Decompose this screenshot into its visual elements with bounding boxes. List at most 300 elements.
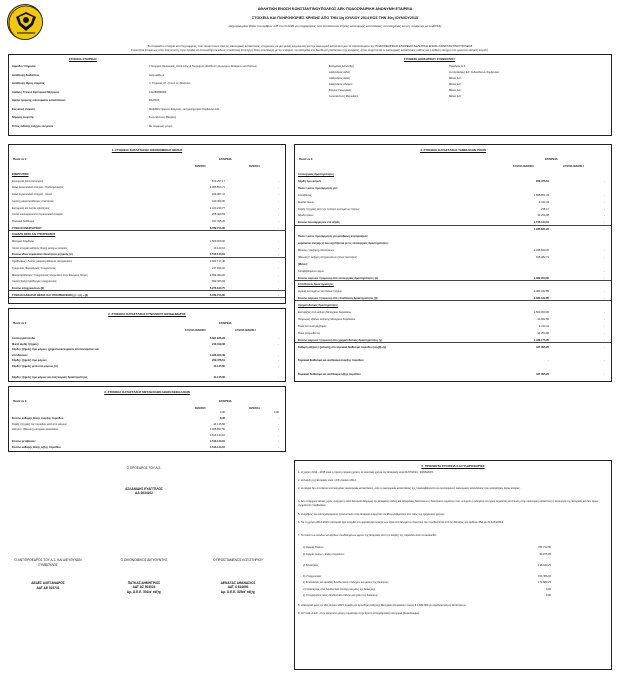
row-value-prior: -	[278, 286, 279, 290]
row-value-current: 437.095,26	[212, 219, 225, 223]
table-row	[295, 332, 611, 336]
company-info-title: ΣΤΟΙΧΕΙΑ ΕΤΑΙΡΕΙΑΣ	[69, 57, 97, 61]
row-value-prior: -	[278, 193, 279, 197]
row-value-current: 240.199,06	[212, 342, 225, 346]
row-value-current: 1.513.143,10	[209, 253, 225, 257]
row-label: Μετοχικό Κεφάλαιο	[12, 240, 34, 243]
row-value-current: 33.254,08	[537, 214, 549, 218]
row-value-prior: -	[278, 213, 279, 217]
table-row	[9, 260, 285, 264]
table-row	[295, 194, 611, 198]
row-label: Σύνολο μεταβολών	[12, 440, 36, 443]
row-label: Πλέον / μείον προσαρμογές για:	[298, 186, 338, 190]
row-label: ΣΥΝΟΛΟ ΚΑΘΑΡΗΣ ΘΕΣΗΣ ΚΑΙ ΥΠΟΧΡΕΩΣΕΩΝ (γ) = (α) + (β)	[12, 293, 89, 297]
row-label: Μικτά κέρδη / (ζημιές)	[12, 342, 39, 346]
row-label: Μείωση / (αύξηση) απαιτήσεων	[298, 248, 335, 252]
row-value-current: 44.145,60	[213, 422, 225, 426]
table-row	[295, 187, 611, 191]
row-label: Ταμειακά διαθέσιμα	[12, 219, 35, 223]
row-label: Σύνολο εισροών / (εκροών) από επενδυτικές δραστηριότητες (β)	[298, 297, 378, 301]
row-label: επενδύσεων	[12, 353, 28, 357]
row-label: Σύνολο εισροών / (εκροών) από χρηματοδοτικές δραστηριότητες (γ)	[298, 338, 383, 342]
row-value-current: 13.143,10	[213, 246, 225, 250]
fin-reg: Αρ. Ο.Ε.Ε. 501/α' τάξης	[126, 589, 162, 594]
section-title: 4. ΣΤΟΙΧΕΙΑ ΚΑΤΑΣΤΑΣΗΣ ΤΑΜΕΙΑΚΩΝ ΡΟΩΝ	[420, 148, 486, 152]
row-value-prior: -	[278, 359, 279, 363]
row-value-prior: -	[278, 199, 279, 203]
company-info-label: Διεύθυνση έδρας εταιρείας	[12, 82, 45, 85]
row-value-prior: -	[278, 206, 279, 210]
row-label: Μακροπρόθεσμες Υποχρεώσεις πληρωτέες στην Επόμενη Χρήση	[12, 273, 88, 277]
row-label: Προβλέψεις / Λοιπές μακροπρόθεσμες υποχρεώσεις	[12, 260, 73, 264]
row-label: Πληρωμές εξόδων αύξησης Μετοχικού Κεφαλαίου	[298, 317, 356, 321]
row-label: Κέρδη / (ζημιές) από την πώληση ενσώματων παγίων	[298, 207, 360, 211]
row-value-current: 247.846,32	[212, 266, 225, 270]
row-label: (Μείον):	[298, 262, 308, 266]
table-row	[295, 214, 611, 218]
row-value-prior: -	[278, 179, 279, 183]
row-value-prior: -	[604, 228, 605, 232]
row-value-current: -2.383.342,85	[532, 297, 549, 301]
row-value-current: -33.254,08	[536, 331, 549, 335]
chair-signature	[84, 466, 204, 496]
board-row	[329, 65, 609, 69]
table-row	[9, 274, 285, 278]
board-member-role: Μέλος Δ.Σ.	[449, 89, 462, 92]
table-row	[9, 359, 285, 363]
row-value-prior: -	[278, 186, 279, 190]
row-label: Πλέον / μείον προσαρμογές για μεταβολές λογαριασμών	[298, 235, 368, 239]
currency-label: Ποσά σε €	[13, 321, 27, 325]
row-value-current: 1.935.821,22	[533, 228, 549, 232]
row-value-current: 209.376,61	[536, 179, 549, 183]
company-info-value: www.aekfc.gr	[149, 73, 165, 77]
fin-name: ΠΑΤΚΑΣ ΔΗΜΗΤΡΙΟΣ	[127, 580, 161, 585]
row-value-prior: -	[278, 428, 279, 432]
row-value-current: 1.895.951,33	[533, 193, 549, 197]
row-label: Κέρδη / (ζημιές) προ φόρων, χρηματοοικονομικών αποτελεσμάτων και	[12, 348, 99, 352]
row-label: Ταμειακά διαθέσιμα και ισοδύναμα λήξης περιόδου	[298, 373, 361, 377]
row-value-current: 1.438.175,05	[533, 338, 549, 342]
row-label: (Μείωση) / αύξηση υποχρεώσεων (πλην τραπεζών)	[298, 255, 358, 259]
row-value-prior: -	[604, 193, 605, 197]
table-row	[295, 290, 611, 294]
note-paragraph: 6. Για τη χρήση 2014-2015 η Εταιρεία έχει υπαχθεί στο φορολογικό έλεγχο των Ορκωτών Ελεγκτών Λογιστών που προβλέπεται από τις διατάξεις του άρθρου 65Α του Ν.4174/2013.	[298, 521, 504, 524]
column-header-current: 30/6/2015	[195, 165, 206, 168]
table-row	[9, 227, 285, 231]
row-label: Λοιπές βραχυπρόθεσμες υποχρεώσεις	[12, 280, 57, 284]
entity-label: ΕΤΑΙΡΕΙΑ	[545, 157, 558, 161]
board-title: ΣΥΝΘΕΣΗ ΔΙΟΙΚΗΤΙΚΟΥ ΣΥΜΒΟΥΛΙΟΥ	[404, 57, 456, 61]
currency-label: Ποσά σε €	[299, 157, 313, 161]
row-label: Αύξηση / (Μείωση) μετοχικού κεφαλαίου	[12, 428, 58, 432]
row-value-current: 6.667.936,29	[209, 337, 225, 340]
company-title: ΑΘΛΗΤΙΚΗ ΕΝΩΣΗ ΚΩΝΣΤΑΝΤΙΝΟΥΠΟΛΕΩΣ ΑΕΚ ΠΟΔΟΣΦΑΙΡΙΚΗ ΑΝΩΝΥΜΗ ΕΤΑΙΡΕΙΑ	[257, 7, 413, 11]
company-info-value: Υπουργείο Οικονομίας, Ανάπτυξης & Τουρισμού, Διεύθυνση Ανωνύμων Εταιρειών και Πίστεως	[149, 65, 257, 68]
row-label: Κέρδη / (ζημιές) προ φόρων και αναγνώριση δραστηριότητες	[12, 376, 88, 380]
row-label: Έξοδα τόκων	[298, 214, 314, 218]
column-header-current: 1/7/2014-30/6/2015	[185, 329, 206, 332]
table-row	[9, 371, 285, 375]
fin-title: Ο ΟΙΚΟΝΟΜΙΚΟΣ ΔΙΕΥΘΥΝΤΗΣ	[120, 558, 168, 562]
table-row	[295, 311, 611, 315]
row-label: Άυλα περιουσιακά στοιχεία - Λοιπά	[12, 193, 53, 197]
table-row	[295, 263, 611, 267]
header	[4, 2, 616, 40]
row-value-current: -31.962,50	[536, 317, 549, 321]
company-info-label: Αριθμός Γενικού Εμπορικού Μητρώου	[12, 90, 60, 94]
related-party-label: α) Αγορές Παγίων	[303, 546, 324, 549]
row-label: Εισπράξεις από αύξηση Μετοχικού Κεφαλαίου	[298, 311, 351, 314]
company-info-box	[8, 54, 612, 136]
notice-line-2: Συνιστάται επομένως στον αναγνώστη, πριν προβεί σε οποιουδήποτε είδους επενδυτική επιλογή ή άλλη συναλλαγή με την εταιρεία, να ανατρέξει στη διεύθυνση διαδικτύου της εταιρείας, όπου αναρτώνται οι οικονομικές καταστάσεις καθώς και η έκθεση ελέγχου του ορκωτού ελεγκτή λογιστή.	[131, 48, 489, 52]
row-label: Σύνολο προσαρμογών στα κέρδη	[298, 221, 340, 225]
row-value-current: 6.789.753,95	[209, 226, 225, 230]
column-header-current: 1/7/2014-30/6/2015	[513, 165, 534, 168]
table-row	[9, 354, 285, 358]
row-value-prior: -	[278, 422, 279, 426]
table-row	[295, 325, 611, 329]
table-row	[295, 235, 611, 239]
row-label: Λειτουργικά έσοδα	[12, 337, 36, 340]
company-info-row	[9, 125, 309, 129]
related-party-value: 151.456,32	[538, 574, 551, 578]
related-party-label: ζ) Υποχρεώσεις προς διευθυντικά στελέχη και μέλη της διοίκησης	[303, 594, 378, 597]
row-value-current: 5.276.610,75	[209, 286, 225, 290]
related-party-value: 171.689,23	[538, 581, 551, 584]
row-value-current: 268.309,53	[212, 213, 225, 217]
row-label: Λοιπά κυκλοφορούντα περιουσιακά στοιχεία	[12, 213, 63, 217]
row-value-prior: -	[278, 434, 279, 438]
table-row	[295, 256, 611, 260]
table-row	[295, 373, 611, 377]
note-paragraph: 9. Η Π.Α.Ε. Α.Ε.Κ. στην τρέχουσα χρήση συμμετείχε στην πρώτη επαγγελματική κατηγορία (Superleague).	[298, 611, 420, 615]
table-row	[9, 434, 285, 438]
section-additional-info	[294, 460, 612, 670]
row-value-prior: -	[604, 276, 605, 280]
row-value-prior: -	[604, 373, 605, 377]
company-info-row	[9, 91, 309, 95]
column-header-prior: 1/7/2013-30/6/2014	[563, 165, 584, 168]
row-value-current: 100.300,00	[212, 199, 225, 203]
board-row	[329, 71, 609, 75]
row-value-prior: -	[278, 337, 279, 340]
board-row	[329, 77, 609, 81]
related-party-value: 90.975,05	[539, 552, 551, 556]
row-value-current: -235,17	[540, 207, 549, 211]
column-header-prior: 30/6/2014	[249, 165, 260, 168]
acc-reg: Αρ. Ο.Ε.Ε. 525/α' τάξης	[220, 589, 256, 594]
table-row	[295, 249, 611, 253]
row-value-prior: -	[604, 248, 605, 252]
company-info-row	[9, 116, 309, 120]
row-value-current: 673.297,17	[212, 179, 225, 183]
row-value-prior: -	[278, 376, 279, 380]
table-row	[295, 201, 611, 205]
row-value-current: 1.513.143,10	[209, 445, 225, 449]
row-value-current: 209.376,61	[212, 359, 225, 363]
table-row	[9, 287, 285, 291]
row-label: Λειτουργικές δραστηριότητες	[298, 173, 334, 176]
row-label: Επενδυτικές δραστηριότητες	[298, 283, 334, 287]
company-info-value: 131280680000	[149, 90, 167, 94]
board-row	[329, 83, 609, 87]
table-row	[9, 423, 285, 427]
row-value-prior: -	[278, 226, 279, 230]
note-paragraph: 8. Η Εταιρεία μετά την 30η Ιουνίου 2015 προέβη σε προσθήκη Αύξησης Μετοχικού Κεφαλαίου ποσού € 1.803.600 με κεφαλαιοποίηση απαιτήσεων.	[298, 603, 467, 607]
table-row	[9, 173, 285, 177]
table-row	[9, 247, 285, 251]
row-label: Σύνολο υποχρεώσεων (β)	[12, 286, 44, 290]
row-label: ΕΝΕΡΓΗΤΙΚΟ	[12, 173, 29, 176]
chair-id: ΑΔ 3634102	[135, 491, 153, 496]
table-row	[295, 221, 611, 225]
acc-name: ΔΕΝΑΞΑΣ ΑΘΑΝΑΣΙΟΣ	[220, 580, 256, 585]
row-value-current: 1.500.000,00	[209, 240, 225, 243]
column-header-current: 30/6/2015	[195, 407, 206, 410]
table-row	[295, 242, 611, 246]
row-label: Λοιπά στοιχεία καθαρής θέσης μετόχων εταιρίας	[12, 246, 68, 250]
related-party-row	[295, 553, 611, 557]
notice-line-1: Τα παρακάτω στοιχεία και πληροφορίες, που προκύπτουν από τις οικονομικές καταστάσεις, στοχεύουν σε μία γενική ενημέρωση για την οικονομική κατάσταση και τα αποτελέσματα της ΠΟΔΟΣΦΑΙΡΙΚΗΣ ΕΤΑΙΡΕΙΑΣ ΑΘΛΗΤΙΚΗ ΕΝΩΣΗ ΚΩΝΣΤΑΝΤΙΝΟΥΠΟΛΕΩΣ	[147, 44, 473, 48]
entity-label: ΕΤΑΙΡΕΙΑ	[219, 399, 232, 403]
row-label: Λοιπές μακροπρόθεσμες απαιτήσεις	[12, 199, 54, 203]
board-member-role: Αντιπρόεδρος Δ.Σ. & Διευθύνων Σύμβουλος	[449, 71, 500, 74]
company-info-label: Αρμόδια Υπηρεσία	[12, 65, 36, 68]
table-row	[9, 417, 285, 421]
row-value-current: 0,00	[219, 416, 225, 420]
board-member-name: Αλέξανδρος Δεδές	[329, 71, 350, 74]
column-header-prior: 1/7/2013-30/6/2014	[235, 329, 256, 332]
report-subtitle: ΣΤΟΙΧΕΙΑ ΚΑΙ ΠΛΗΡΟΦΟΡΙΕΣ ΧΡΗΣΗΣ ΑΠΟ ΤΗΝ 1Ιη ΙΟΥΛΙΟΥ 2014 ΕΩΣ ΤΗΝ 30η ΙΟΥΝΙΟΥ2015	[251, 16, 419, 20]
row-value-current: 1.468.997,50	[209, 428, 225, 432]
table-row	[9, 294, 285, 298]
notice	[8, 44, 612, 52]
row-value-current: 1.382.263,06	[533, 276, 549, 280]
row-value-current: 1.592.380,20	[209, 273, 225, 277]
table-row	[9, 180, 285, 184]
section-cash-flows	[294, 144, 612, 382]
company-info-label: Διεύθυνση διαδικτύου	[12, 73, 40, 77]
row-label: Κέρδη / (ζημιές) μετά από φόρους (Α)	[12, 365, 58, 368]
table-row	[9, 267, 285, 271]
table-row	[295, 366, 611, 370]
table-row	[9, 440, 285, 444]
company-info-label: Ημ/νία έγκρισης οικονομικών καταστάσεων	[12, 99, 66, 102]
acc-id: ΑΔΤ Χ 614693	[227, 585, 249, 590]
related-party-row	[295, 581, 611, 585]
row-value-prior: -	[278, 353, 279, 357]
table-row	[9, 207, 285, 211]
board-member-role: Πρόεδρος Δ.Σ.	[449, 65, 466, 68]
row-value-prior: -	[278, 440, 279, 443]
table-row	[295, 339, 611, 343]
row-value-current: 1.513.143,10	[209, 440, 225, 443]
row-value-prior: -	[604, 255, 605, 259]
row-value-prior: -	[604, 207, 605, 211]
company-info-label: Ελεγκτική εταιρεία	[12, 107, 35, 111]
row-value-current: 437.095,26	[536, 345, 549, 349]
row-value-prior: -	[604, 290, 605, 294]
table-row	[295, 346, 611, 350]
board-member-name: Ευάγγελος Ασλανίδης	[329, 65, 355, 68]
row-value-current: 832.666,93	[212, 280, 225, 284]
table-row	[295, 283, 611, 287]
row-value-current: 2.432,43	[538, 324, 549, 328]
related-party-row	[295, 546, 611, 550]
related-party-row	[295, 594, 611, 598]
table-row	[9, 213, 285, 217]
entity-label: ΕΤΑΙΡΕΙΑ	[219, 321, 232, 325]
note-paragraph: 3. Η εταιρία δεν συντάσσει ενοποιημένες οικονομικές καταστάσεις, ούτε οι οικονομικές καταστάσεις της περιλαμβάνονται σε ενοποιημένες οικονομικές καταστάσεις που καταρτίζουν άλλες εταιρίες.	[298, 487, 521, 490]
row-value-current: 437.095,26	[536, 373, 549, 377]
related-party-label: β) Αγορές άυλων - λήψη υπηρεσιών	[303, 552, 345, 556]
note-paragraph: 5. Ο αριθμός του απασχολούμενου προσωπικού στην Εταιρεία ανερχόταν σε 95 εργαζόμενους στο τέλος της τρέχουσας χρήσης.	[298, 513, 446, 516]
table-row	[9, 193, 285, 197]
row-label: Σύνολο ιδίων κεφαλαίων ιδιοκτητών μητρικής (α)	[12, 253, 73, 257]
chair-title: Ο ΠΡΟΕΔΡΟΣ ΤΟΥ Δ.Σ.	[126, 466, 162, 470]
related-party-row	[295, 575, 611, 579]
vice-signature	[8, 558, 88, 590]
row-label: Έσοδα τόκων	[298, 200, 314, 204]
section-comprehensive-income	[8, 308, 286, 382]
row-label: ΣΥΝΟΛΟ ΕΝΕΡΓΗΤΙΚΟΥ	[12, 226, 42, 230]
section-title: 1. ΣΤΟΙΧΕΙΑ ΚΑΤΑΣΤΑΣΗΣ ΟΙΚΟΝΟΜΙΚΗΣ ΘΕΣΗΣ	[111, 148, 183, 152]
related-party-value: 0,00	[545, 587, 551, 591]
row-value-current: 4.065.553,71	[209, 186, 225, 190]
row-value-current: 1.100.230,77	[209, 206, 225, 210]
row-value-prior: -	[278, 416, 279, 420]
row-value-prior: -	[278, 293, 279, 297]
row-value-prior: -	[604, 345, 605, 349]
table-row	[295, 297, 611, 301]
table-row	[295, 304, 611, 308]
section-equity-changes	[8, 386, 286, 452]
row-value-prior: -	[278, 240, 279, 243]
row-value-prior: -	[278, 365, 279, 368]
financial-statement-page	[4, 2, 616, 674]
related-party-row	[295, 564, 611, 568]
note-paragraph: 4. Δεν υπάρχουν τέτοιες ρητές ενέχυρα ή κατά διαιτησία διαφορές της Εταιρείας καθώς και αποφάσεις δικαστικών ή διοικητικών οργάνων που να έχουν ή ενδέχεται να έχουν σημαντική επίπτωση στην οικονομική κατάσταση ή λειτουργία της Εταιρείας και δεν έχουν σχηματιστεί προβλέψεις.	[298, 500, 599, 507]
row-label: Ταμειακά διαθέσιμα και ισοδύναμα έναρξης περιόδου	[298, 359, 364, 363]
table-row	[9, 186, 285, 190]
note-paragraph: 1. Η χρήση 2014 - 2015 είναι η πρώτη εταιρική χρήση. Η λογιστική χρήση της Εταιρείας είναι 01/07/2014 - 30/06/2015.	[298, 471, 434, 474]
aek-logo	[7, 4, 43, 40]
company-info-label: Τύπος έκθεσης ελέγχου ελεγκτών	[12, 124, 54, 128]
row-label: Αποσβέσεις	[298, 193, 312, 197]
company-info-row	[9, 108, 309, 112]
row-value-current: 1.726.444,61	[533, 221, 549, 225]
table-row	[295, 352, 611, 356]
row-value-prior: -	[604, 200, 605, 204]
row-label: Σύνολο καθαρής θέσης λήξης περιόδου	[12, 445, 61, 449]
table-row	[295, 208, 611, 212]
row-label: Ενσώματα ακινητοποιήσεις	[12, 179, 44, 183]
row-label: Χρηματοδοτικές δραστηριότητες	[298, 304, 339, 308]
related-party-label: δ) Υποχρεώσεις	[303, 574, 322, 578]
table-row	[295, 318, 611, 322]
table-row	[9, 220, 285, 224]
board-member-name: Αλέξανδρος Δεδές	[329, 77, 350, 80]
row-value-prior: -	[278, 260, 279, 264]
row-value-prior: -	[278, 342, 279, 346]
table-row	[295, 228, 611, 232]
finance-signature	[98, 558, 190, 594]
row-value-prior: -	[278, 253, 279, 257]
board-member-role: Μέλος Δ.Σ.	[449, 77, 462, 80]
company-info-value: Κωνσταντίνος Μαυρέας	[149, 116, 177, 119]
fin-id: ΑΔΤ ΑΖ 503024	[132, 585, 156, 590]
row-value-current: 209.967,41	[212, 193, 225, 197]
row-label: Τόκοι που εισπράχθηκαν	[298, 324, 327, 328]
row-value-current: 44.145,60	[213, 365, 225, 368]
row-value-prior: -	[604, 324, 605, 328]
company-info-value: Με σύμφωνη γνώμη	[149, 124, 173, 128]
board-member-name: Σέργιος Γεωργάκας	[329, 89, 352, 92]
table-row	[295, 180, 611, 184]
row-label: Αγορές ενσώματων και άυλων παγίων	[298, 290, 342, 294]
row-value-prior: -	[604, 269, 605, 273]
company-info-row	[9, 65, 309, 69]
column-header-prior: 30/6/2014	[249, 407, 260, 410]
row-label: Τρέχουσες Φορολογικές Υποχρεώσεις	[12, 266, 56, 270]
related-party-row	[295, 588, 611, 592]
row-value-current: 1.513.143,10	[209, 434, 225, 438]
board-member-role: Μέλος Δ.Σ.	[449, 83, 462, 86]
currency-label: Ποσά σε €	[13, 399, 27, 403]
vice-id: ΑΔΤ ΑΕ 019731	[36, 585, 60, 590]
row-value-current: 1.936.060,39	[209, 353, 225, 357]
table-row	[295, 173, 611, 177]
table-row	[9, 337, 285, 341]
row-value-prior: -	[278, 280, 279, 284]
section-title: 3. ΣΤΟΙΧΕΙΑ ΚΑΤΑΣΤΑΣΗΣ ΜΕΤΑΒΟΛΩΝ ΙΔΙΩΝ ΚΕΦΑΛΑΙΩΝ	[104, 390, 190, 394]
row-value-prior: -	[278, 219, 279, 223]
table-row	[9, 253, 285, 257]
row-value-prior: -	[604, 338, 605, 342]
row-label: Κέρδη / (ζημιές) της περιόδου μετά από φόρους	[12, 422, 67, 426]
row-value-prior: -	[604, 311, 605, 314]
row-value-prior: -	[278, 273, 279, 277]
row-value-current: 1.500.960,00	[533, 311, 549, 314]
row-value-prior: -	[604, 359, 605, 363]
row-label: Κέρδη προ φόρων	[298, 179, 322, 183]
row-value-prior: -	[604, 297, 605, 301]
table-row	[9, 280, 285, 284]
row-label: Σύνολο εισροών / (εκροών) από λειτουργικές δραστηριότητες (α)	[298, 276, 379, 280]
legal-basis: (Δημοσιευμένα βάσει του άρθρου 135 του Ν.2190 για επιχειρήσεις που συντάσσουν ετήσιες οικονομικές καταστάσεις, ενοποιημένες και μη, σύμφωνα με τα ΔΠΧΑ)	[228, 24, 442, 28]
row-value-prior: -	[278, 266, 279, 270]
vice-name: ΔΕΔΕΣ ΑΛΕΞΑΝΔΡΟΣ	[31, 581, 65, 586]
related-party-value: 0,00	[545, 594, 551, 597]
row-label: κεφαλαίου κίνησης ή που σχετίζονται με τις λειτουργικές δραστηριότητες:	[298, 242, 389, 245]
row-value-prior: -	[604, 331, 605, 335]
accountant-signature	[190, 558, 286, 594]
currency-label: Ποσά σε €	[13, 157, 27, 161]
table-row	[9, 343, 285, 347]
row-value-prior: -	[278, 246, 279, 250]
row-value-prior: -	[604, 221, 605, 225]
row-value-prior: -	[604, 214, 605, 218]
entity-label: ΕΤΑΙΡΕΙΑ	[219, 157, 232, 161]
row-value-current: -1.468.840,20	[532, 248, 549, 252]
board-member-role: Μέλος Δ.Σ.	[449, 95, 462, 98]
note-paragraph: 7. Τα ποσά των εσόδων και εξόδων συνδεδεμένων μερών της Εταιρείας από την έναρξη της περιόδου είναι τα ακόλουθα:	[298, 534, 437, 537]
table-row	[295, 277, 611, 281]
row-value-prior: -	[604, 179, 605, 183]
row-value-prior: -	[604, 317, 605, 321]
row-label: Άυλα περιουσιακά στοιχεία - Ποδοσφαιριστές	[12, 186, 64, 190]
